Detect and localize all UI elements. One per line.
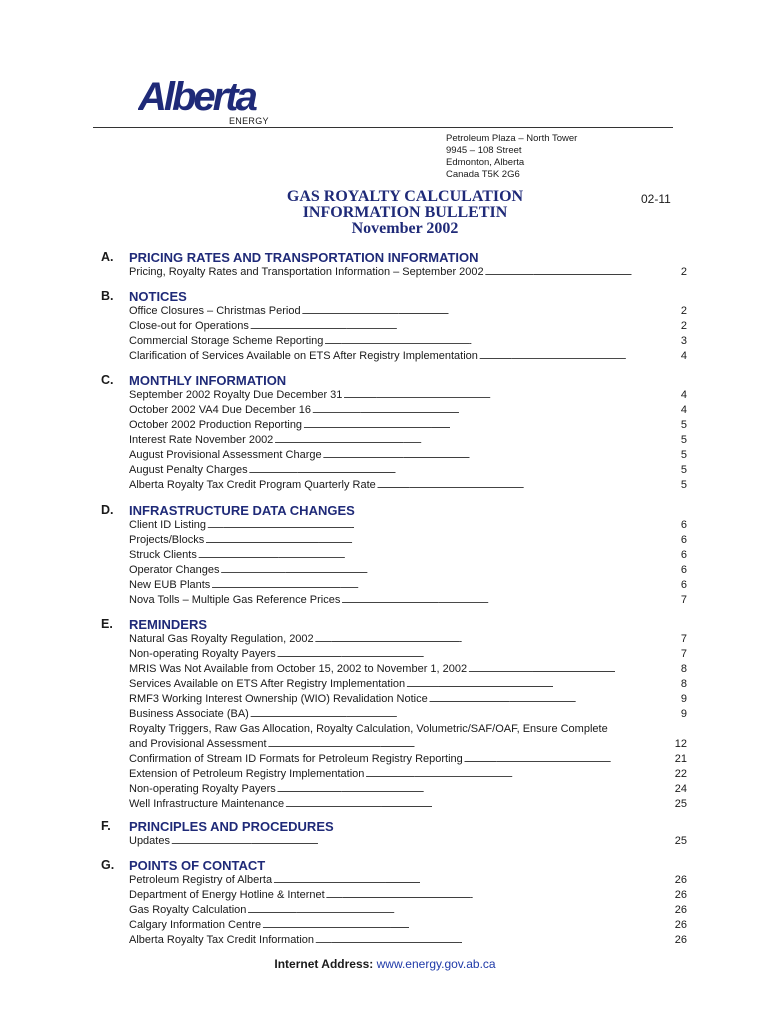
section-g [101, 857, 687, 948]
toc-entry[interactable]: Operator Changes . . . 6 [129, 563, 687, 578]
toc-entry[interactable]: Client ID Listing . . . 6 [129, 518, 687, 533]
toc-entry[interactable]: September 2002 Royalty Due December 31 . . . 4 [129, 388, 687, 403]
toc-entry[interactable]: Struck Clients . . . 6 [129, 548, 687, 563]
section-letter: B. [101, 289, 114, 303]
toc-entry[interactable]: Department of Energy Hotline & Internet . . . 26 [129, 888, 687, 903]
title-date: November 2002 [351, 220, 459, 237]
toc-entry[interactable]: Pricing, Royalty Rates and Transportation Information – September 2002 . . . 2 [129, 265, 687, 280]
toc-entry[interactable]: RMF3 Working Interest Ownership (WIO) Revalidation Notice . . . 9 [129, 692, 687, 707]
toc-entry[interactable]: October 2002 VA4 Due December 16 . . . 4 [129, 403, 687, 418]
svg-text:Alberta: Alberta [138, 76, 255, 116]
section-letter: G. [101, 858, 115, 872]
title-line: GAS ROYALTY CALCULATION [286, 188, 524, 205]
toc-entry[interactable]: Extension of Petroleum Registry Implementation . . . 22 [129, 767, 687, 782]
toc-entry[interactable]: Nova Tolls – Multiple Gas Reference Prices . . . 7 [129, 593, 687, 608]
address-line: Petroleum Plaza – North Tower [446, 133, 578, 144]
section-title: MONTHLY INFORMATION [129, 372, 287, 388]
ministry-label: ENERGY [229, 116, 269, 126]
toc-entry[interactable]: Interest Rate November 2002 . . . 5 [129, 433, 687, 448]
toc-entry[interactable]: Gas Royalty Calculation . . . 26 [129, 903, 687, 918]
section-title: POINTS OF CONTACT [129, 857, 266, 873]
toc-entry[interactable]: Royalty Triggers, Raw Gas Allocation, Royalty Calculation, Volumetric/SAF/OAF, Ensure Complete and Provisional Assessment . . . 12 [129, 722, 687, 752]
section-letter: F. [101, 819, 111, 833]
section-e [101, 616, 687, 812]
toc-entry[interactable]: MRIS Was Not Available from October 15, 2002 to November 1, 2002 . . . 8 [129, 662, 687, 677]
section-a [101, 249, 687, 280]
address-line: Edmonton, Alberta [446, 157, 525, 168]
address-line: Canada T5K 2G6 [446, 169, 520, 180]
toc-entry[interactable]: October 2002 Production Reporting . . . 5 [129, 418, 687, 433]
toc-entry[interactable]: Commercial Storage Scheme Reporting . . . 3 [129, 334, 687, 349]
address-line: 9945 – 108 Street [446, 145, 522, 156]
toc-entry[interactable]: Office Closures – Christmas Period . . . 2 [129, 304, 687, 319]
toc-entry[interactable]: Services Available on ETS After Registry Implementation . . . 8 [129, 677, 687, 692]
toc-entry[interactable]: Business Associate (BA) . . . 9 [129, 707, 687, 722]
section-b [101, 288, 687, 364]
section-title: PRICING RATES AND TRANSPORTATION INFORMATION [129, 249, 479, 265]
toc-entry[interactable]: Close-out for Operations . . . 2 [129, 319, 687, 334]
toc-entry[interactable]: Non-operating Royalty Payers . . . 24 [129, 782, 687, 797]
toc-entry[interactable]: Clarification of Services Available on ETS After Registry Implementation . . . 4 [129, 349, 687, 364]
toc-entry[interactable]: August Penalty Charges . . . 5 [129, 463, 687, 478]
toc-entry[interactable]: August Provisional Assessment Charge . . . 5 [129, 448, 687, 463]
section-letter: D. [101, 503, 114, 517]
section-letter: C. [101, 373, 114, 387]
bulletin-title [250, 189, 560, 237]
toc-entry[interactable]: New EUB Plants . . . 6 [129, 578, 687, 593]
section-f [101, 818, 687, 849]
address-block [446, 133, 577, 181]
section-d [101, 502, 687, 608]
website-link[interactable]: www.energy.gov.ab.ca [376, 957, 496, 971]
toc-entry[interactable]: Well Infrastructure Maintenance . . . 25 [129, 797, 687, 812]
title-line: INFORMATION BULLETIN [302, 204, 508, 221]
bulletin-number: 02-11 [641, 192, 671, 206]
section-title: PRINCIPLES AND PROCEDURES [129, 818, 334, 834]
internet-address-label: Internet Address: [274, 957, 374, 971]
toc-entry[interactable]: Alberta Royalty Tax Credit Information . . . 26 [129, 933, 687, 948]
toc-entry[interactable]: Calgary Information Centre . . . 26 [129, 918, 687, 933]
section-title: INFRASTRUCTURE DATA CHANGES [129, 502, 355, 518]
section-title: NOTICES [129, 288, 187, 304]
toc-entry[interactable]: Alberta Royalty Tax Credit Program Quarterly Rate . . . 5 [129, 478, 687, 493]
section-c [101, 372, 687, 493]
toc-entry[interactable]: Projects/Blocks . . . 6 [129, 533, 687, 548]
section-letter: E. [101, 617, 113, 631]
toc-entry[interactable]: Non-operating Royalty Payers . . . 7 [129, 647, 687, 662]
alberta-logo [138, 76, 270, 116]
section-title: REMINDERS [129, 616, 208, 632]
toc-entry[interactable]: Confirmation of Stream ID Formats for Petroleum Registry Reporting . . . 21 [129, 752, 687, 767]
section-letter: A. [101, 250, 114, 264]
footer [0, 957, 770, 971]
toc-entry[interactable]: Natural Gas Royalty Regulation, 2002 . . . 7 [129, 632, 687, 647]
header-rule [93, 127, 673, 128]
toc-entry[interactable]: Updates . . . 25 [129, 834, 687, 849]
toc-entry[interactable]: Petroleum Registry of Alberta . . . 26 [129, 873, 687, 888]
